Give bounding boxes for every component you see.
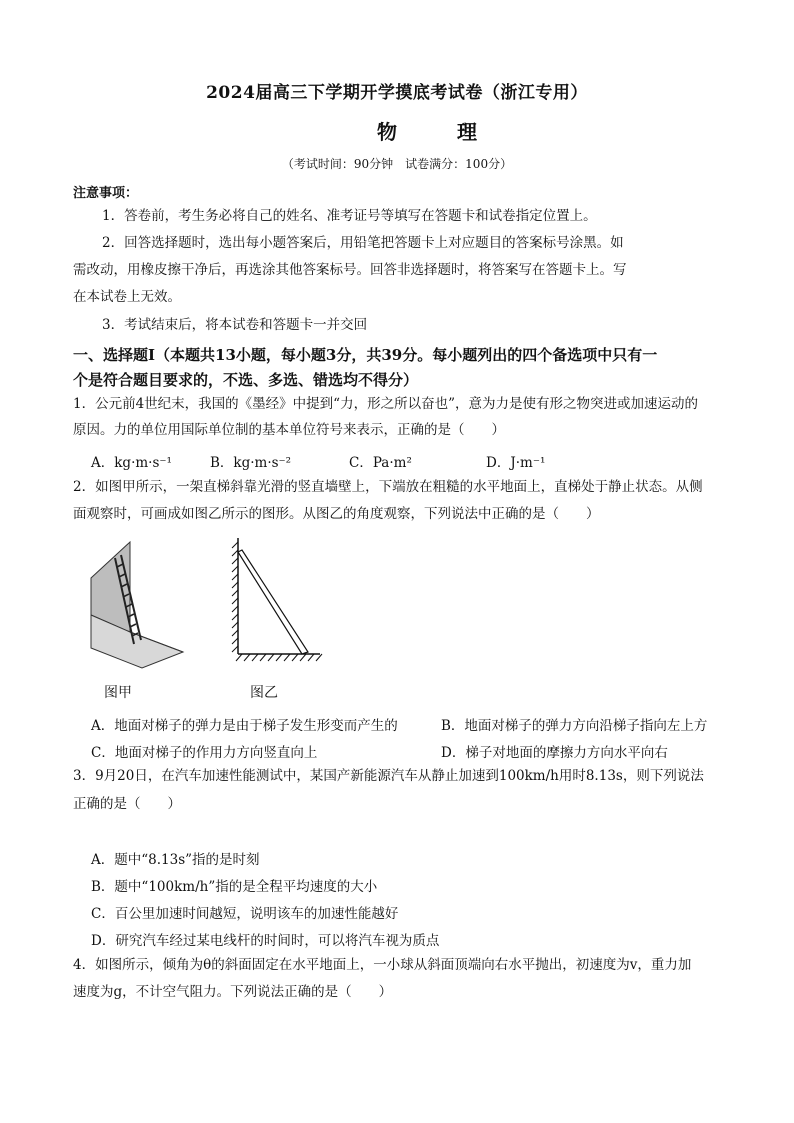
q3-option-d: D．研究汽车经过某电线杆的时间时，可以将汽车视为质点	[91, 933, 440, 949]
figure-a-ladder	[88, 540, 188, 675]
notice-item: 需改动，用橡皮擦干净后，再选涂其他答案标号。回答非选择题时，将答案写在答题卡上。写	[73, 262, 627, 278]
question-4-stem-cont: 速度为g，不计空气阻力。下列说法正确的是（ ）	[73, 984, 393, 1000]
figure-b-side-view	[228, 536, 324, 666]
q1-option-d: D．J·m⁻¹	[486, 455, 546, 471]
question-2-stem-cont: 面观察时，可画成如图乙所示的图形。从图乙的角度观察，下列说法中正确的是（ ）	[73, 506, 600, 522]
question-1-stem: 1．公元前4世纪末，我国的《墨经》中提到“力，形之所以奋也”，意为力是使有形之物突进或加速运动的	[73, 396, 698, 412]
q2-option-c: C．地面对梯子的作用力方向竖直向上	[91, 745, 318, 761]
exam-title: 2024届高三下学期开学摸底考试卷（浙江专用）	[206, 83, 588, 103]
q2-option-a: A．地面对梯子的弹力是由于梯子发生形变而产生的	[91, 718, 398, 734]
question-3-stem-cont: 正确的是（ ）	[73, 796, 181, 812]
notice-item: 2．回答选择题时，选出每小题答案后，用铅笔把答题卡上对应题目的答案标号涂黑。如	[102, 235, 624, 251]
q3-option-b: B．题中“100km/h”指的是全程平均速度的大小	[91, 879, 378, 895]
notice-heading: 注意事项：	[73, 186, 139, 201]
section-heading-cont: 个是符合题目要求的，不选、多选、错选均不得分）	[73, 371, 419, 389]
exam-info: （考试时间：90分钟 试卷满分：100分）	[281, 157, 513, 171]
question-4-stem: 4．如图所示，倾角为θ的斜面固定在水平地面上，一小球从斜面顶端向右水平抛出，初速度为v，重力加	[73, 957, 692, 973]
q2-option-b: B．地面对梯子的弹力方向沿梯子指向左上方	[441, 718, 708, 734]
q3-option-c: C．百公里加速时间越短，说明该车的加速性能越好	[91, 906, 399, 922]
question-3-stem: 3．9月20日，在汽车加速性能测试中，某国产新能源汽车从静止加速到100km/h用时8.13s，则下列说法	[73, 768, 704, 784]
section-heading: 一、选择题Ⅰ（本题共13小题，每小题3分，共39分。每小题列出的四个备选项中只有一	[73, 346, 658, 364]
question-1-stem-cont: 原因。力的单位用国际单位制的基本单位符号来表示，正确的是（ ）	[73, 422, 505, 438]
q1-option-a: A．kg·m·s⁻¹	[91, 455, 172, 471]
q3-option-a: A．题中“8.13s”指的是时刻	[91, 852, 260, 868]
q1-option-c: C．Pa·m²	[349, 455, 412, 471]
q1-option-b: B．kg·m·s⁻²	[210, 455, 292, 471]
figure-a-caption: 图甲	[104, 685, 132, 701]
question-2-stem: 2．如图甲所示，一架直梯斜靠光滑的竖直墙壁上，下端放在粗糙的水平地面上，直梯处于静止状态。从侧	[73, 479, 703, 495]
subject-title: 物理	[377, 120, 537, 144]
figure-b-caption: 图乙	[250, 685, 278, 701]
notice-item: 1．答卷前，考生务必将自己的姓名、准考证号等填写在答题卡和试卷指定位置上。	[102, 208, 597, 224]
notice-item: 在本试卷上无效。	[73, 289, 181, 305]
notice-item: 3．考试结束后，将本试卷和答题卡一并交回	[102, 317, 368, 333]
q2-option-d: D．梯子对地面的摩擦力方向水平向右	[441, 745, 668, 761]
